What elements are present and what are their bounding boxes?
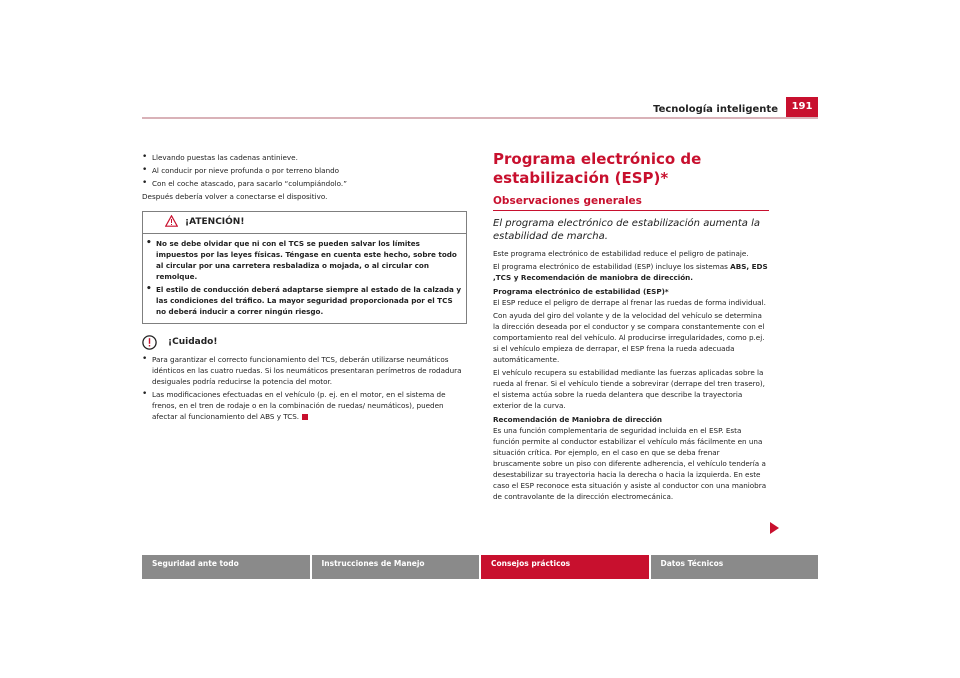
section-heading: Programa electrónico de estabilización (ESP)* [493,150,702,187]
next-page-arrow-icon[interactable] [770,522,779,534]
list-item: • El estilo de conducción deberá adaptarse siempre al estado de la calzada y las condiciones del tráfico. La mayor seguridad proporcionada por el TCS no deberá inducir a correr ningún riesgo. [146,284,462,316]
paragraph-heading: Recomendación de Maniobra de dirección [493,415,663,424]
left-column [142,152,467,424]
list-item: • No se debe olvidar que ni con el TCS se pueden salvar los límites impuestos por las leyes físicas. Téngase en cuenta este hecho, sobre todo al circular por una carretera resbaladiza o mojada, o al circular con remolque. [146,238,457,281]
warning-header [143,212,466,234]
page-number: 191 [786,97,818,117]
warning-triangle-icon [165,215,178,227]
right-column [493,150,769,504]
section-end-mark [302,414,308,420]
paragraph: El programa electrónico de estabilidad (ESP) incluye los sistemas ABS, EDS ,TCS y Recomendación de maniobra de dirección. [493,262,768,282]
caution-exclamation-icon [142,335,157,350]
list-item: • Al conducir por nieve profunda o por terreno blando [142,165,340,175]
lead-paragraph: El programa electrónico de estabilización aumenta la estabilidad de marcha. [493,218,761,242]
footer-nav [142,555,818,579]
running-header-title: Tecnología inteligente [653,104,778,115]
footer-tab-seguridad[interactable]: Seguridad ante todo [142,555,310,579]
paragraph: Después debería volver a conectarse el dispositivo. [142,192,328,201]
warning-box [142,211,467,324]
list-item: • Para garantizar el correcto funcionamiento del TCS, deberán utilizarse neumáticos idénticos en las cuatro ruedas. Si los neumáticos presentaran perímetros de rodadura desiguales podría reducirse la potencia del motor. [142,354,462,386]
footer-tab-datos[interactable]: Datos Técnicos [651,555,819,579]
caution-header [142,333,467,351]
paragraph: Este programa electrónico de estabilidad reduce el peligro de patinaje. [493,249,749,258]
list-item: • Con el coche atascado, para sacarlo “columpiándolo.” [142,178,347,188]
warning-title: ¡ATENCIÓN! [185,217,245,227]
paragraph: Es una función complementaria de seguridad incluida en el ESP. Esta función permite al conductor estabilizar el vehículo más fácilmente en una situación crítica. Por ejemplo, en el caso en que se deba frenar bruscamente sobre un piso con diferente adherencia, el vehículo tendería a desestabilizar su trayectoria hacia la derecha o hacia la izquierda. En este caso el ESP reconoce esta situación y asiste al conductor con una maniobra de contravolante de la dirección electromecánica. [493,426,767,501]
footer-tab-consejos[interactable]: Consejos prácticos [481,555,649,579]
paragraph: Con ayuda del giro del volante y de la velocidad del vehículo se determina la dirección deseada por el conductor y se compara constantemente con el comportamiento real del vehículo. Al producirse irregularidades, como p.ej. si el vehículo empieza de derrapar, el ESP frena la rueda adecuada automáticamente. [493,311,765,364]
footer-tab-instrucciones[interactable]: Instrucciones de Manejo [312,555,480,579]
paragraph: El ESP reduce el peligro de derrape al frenar las ruedas de forma individual. [493,298,766,307]
caution-title: ¡Cuidado! [168,336,218,347]
list-item: • Las modificaciones efectuadas en el vehículo (p. ej. en el motor, en el sistema de frenos, en el tren de rodaje o en la combinación de ruedas/ neumáticos), pueden afectar al funcionamiento del ABS y TCS. [142,389,446,421]
subsection-rule [493,210,769,211]
paragraph-heading: Programa electrónico de estabilidad (ESP)* [493,287,669,296]
subsection-heading: Observaciones generales [493,195,642,207]
paragraph: El vehículo recupera su estabilidad mediante las fuerzas aplicadas sobre la rueda al frenar. Si el vehículo tiende a sobrevirar (derrape del tren trasero), el sistema actúa sobre la rueda delantera que describe la trayectoria exterior de la curva. [493,368,765,410]
header-rule [142,117,818,119]
list-item: • Llevando puestas las cadenas antinieve. [142,152,298,162]
